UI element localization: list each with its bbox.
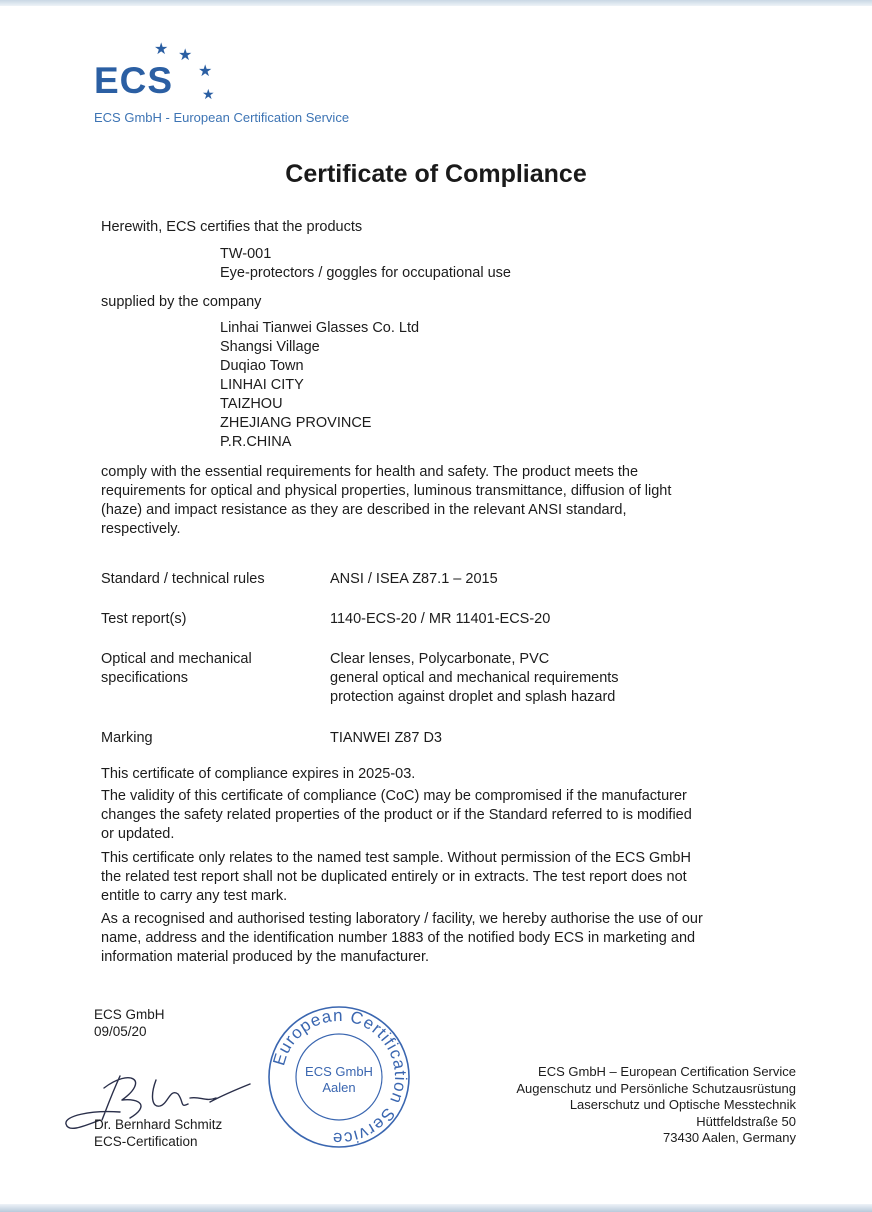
signatory-company: ECS GmbH [94,1007,165,1022]
logo-tagline: ECS GmbH - European Certification Service [94,110,350,125]
signatory-name: Dr. Bernhard Schmitz [94,1117,223,1132]
marking-value: TIANWEI Z87 D3 [330,730,442,746]
address-line: ECS GmbH – European Certification Service [538,1064,796,1079]
signatory-header [94,1006,165,1040]
address-line: Hüttfeldstraße 50 [696,1113,796,1129]
optical-label-line: specifications [101,670,189,686]
product-line: Eye-protectors / goggles for occupational use [220,265,511,281]
seal-outer-text: European Certification Service [269,1005,411,1149]
star-icon: ★ [178,47,193,64]
address-line: Laserschutz und Optische Messtechnik [569,1097,796,1112]
test-report-value: 1140-ECS-20 / MR 11401-ECS-20 [330,611,551,627]
company-line: P.R.CHINA [220,434,292,450]
optical-value [330,650,619,707]
test-report-label: Test report(s) [101,611,187,627]
optical-label [101,650,252,688]
bottom-edge [0,1204,872,1212]
company-line: LINHAI CITY [220,377,304,393]
supplied-by-text: supplied by the company [101,294,262,310]
signatory-role: ECS-Certification [94,1134,198,1149]
paragraph-line: As a recognised and authorised testing laboratory / facility, we hereby authorise the use of our [101,911,703,927]
authorise-paragraph [101,910,801,967]
address-line: Augenschutz und Persönliche Schutzausrüstung [516,1080,796,1096]
ecs-logo [92,40,232,110]
optical-label-line: Optical and mechanical [101,651,252,667]
company-line: Shangsi Village [220,339,320,355]
paragraph-line: entitle to carry any test mark. [101,888,288,904]
marking-label: Marking [101,730,153,746]
ecs-address [516,1064,796,1147]
star-icon: ★ [202,86,215,102]
relates-paragraph [101,849,801,906]
star-icon: ★ [154,41,169,58]
standard-value: ANSI / ISEA Z87.1 – 2015 [330,571,498,587]
optical-value-line: protection against droplet and splash hazard [330,689,616,705]
seal-inner-line2: Aalen [322,1080,356,1095]
top-edge [0,0,872,6]
company-line: ZHEJIANG PROVINCE [220,415,372,431]
star-icon: ★ [198,63,213,80]
paragraph-line: respectively. [101,521,181,537]
paragraph-line: (haze) and impact resistance as they are described in the relevant ANSI standard, [101,502,627,518]
paragraph-line: name, address and the identification number 1883 of the notified body ECS in marketing and [101,930,696,946]
official-seal-stamp [266,1004,412,1150]
optical-value-line: general optical and mechanical requirements [330,670,619,686]
product-block [220,245,511,283]
company-address [220,319,419,452]
seal-inner-line1: ECS GmbH [305,1064,373,1079]
company-line: Duqiao Town [220,358,304,374]
paragraph-line: comply with the essential requirements for health and safety. The product meets the [101,464,639,480]
product-line: TW-001 [220,246,272,262]
compliance-paragraph [101,463,801,539]
standard-label: Standard / technical rules [101,571,265,587]
signatory-footer [94,1116,222,1150]
paragraph-line: the related test report shall not be duplicated entirely or in extracts. The test report does not [101,869,687,885]
company-line: TAIZHOU [220,396,283,412]
optical-value-line: Clear lenses, Polycarbonate, PVC [330,651,550,667]
paragraph-line: or updated. [101,826,175,842]
validity-paragraph [101,787,801,844]
expiry-text: This certificate of compliance expires in 2025-03. [101,766,416,782]
signatory-date: 09/05/20 [94,1024,147,1039]
paragraph-line: requirements for optical and physical properties, luminous transmittance, diffusion of light [101,483,672,499]
paragraph-line: The validity of this certificate of compliance (CoC) may be compromised if the manufacturer [101,788,687,804]
logo-wordmark: ECS [94,60,174,101]
paragraph-line: This certificate only relates to the named test sample. Without permission of the ECS GmbH [101,850,691,866]
company-line: Linhai Tianwei Glasses Co. Ltd [220,320,420,336]
document-title: Certificate of Compliance [285,160,587,188]
address-line: 73430 Aalen, Germany [663,1130,796,1145]
intro-text: Herewith, ECS certifies that the products [101,219,363,235]
paragraph-line: changes the safety related properties of the product or if the Standard referred to is modified [101,807,692,823]
paragraph-line: information material produced by the manufacturer. [101,949,430,965]
